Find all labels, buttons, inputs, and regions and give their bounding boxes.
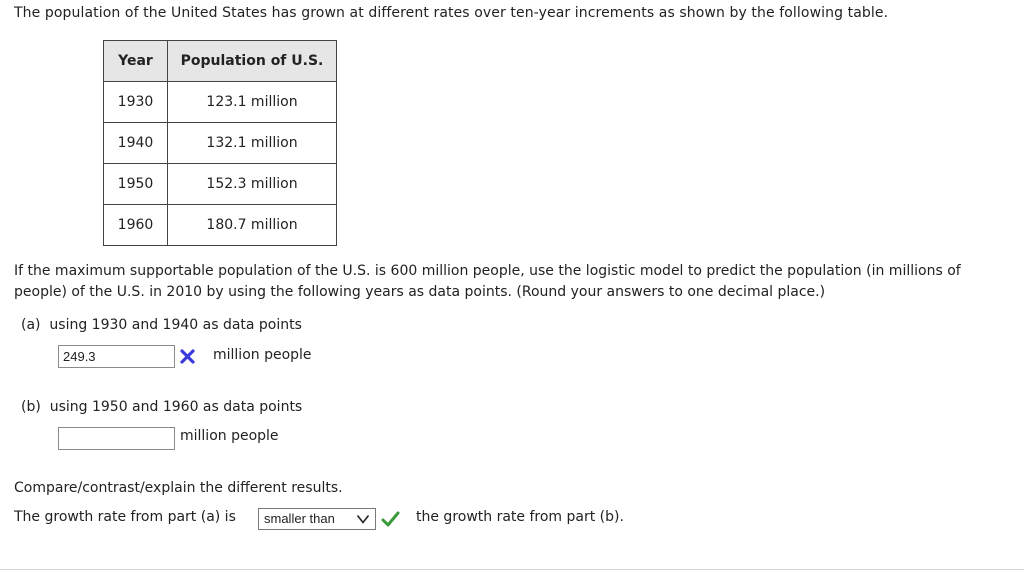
growth-sentence-start: The growth rate from part (a) is (14, 509, 236, 525)
table-row (104, 205, 337, 246)
part-a-unit: million people (213, 347, 312, 363)
table-cell-year: 1950 (104, 164, 168, 205)
select-value: smaller than (264, 511, 335, 526)
compare-prompt: Compare/contrast/explain the different results. (14, 480, 343, 496)
population-table (103, 40, 337, 246)
table-row (104, 123, 337, 164)
table-cell-year: 1930 (104, 82, 168, 123)
table-header-population: Population of U.S. (168, 41, 337, 82)
table-cell-population: 123.1 million (168, 82, 337, 123)
part-b-unit: million people (180, 428, 279, 444)
growth-comparison-select[interactable] (258, 508, 376, 530)
table-header-year: Year (104, 41, 168, 82)
x-icon (179, 348, 196, 365)
table-cell-year: 1940 (104, 123, 168, 164)
question-text: If the maximum supportable population of the U.S. is 600 million people, use the logistic model to predict the population (in millions of people) of the U.S. in 2010 by using the following years as data points. (Round your answers to one decimal place.) (14, 263, 961, 300)
part-b-answer-input[interactable] (58, 427, 175, 450)
part-b-label: (b) using 1950 and 1960 as data points (21, 399, 303, 415)
table-cell-year: 1960 (104, 205, 168, 246)
table-cell-population: 132.1 million (168, 123, 337, 164)
table-row (104, 164, 337, 205)
table-header-row (104, 41, 337, 82)
growth-sentence-end: the growth rate from part (b). (416, 509, 624, 525)
table-cell-population: 180.7 million (168, 205, 337, 246)
table-cell-population: 152.3 million (168, 164, 337, 205)
problem-intro: The population of the United States has grown at different rates over ten-year increments as shown by the following table. (14, 5, 889, 21)
part-a-label: (a) using 1930 and 1940 as data points (21, 317, 302, 333)
chevron-down-icon (356, 512, 370, 526)
bottom-divider (0, 569, 1024, 570)
check-icon (381, 511, 400, 527)
part-a-answer-input[interactable] (58, 345, 175, 368)
table-row (104, 82, 337, 123)
